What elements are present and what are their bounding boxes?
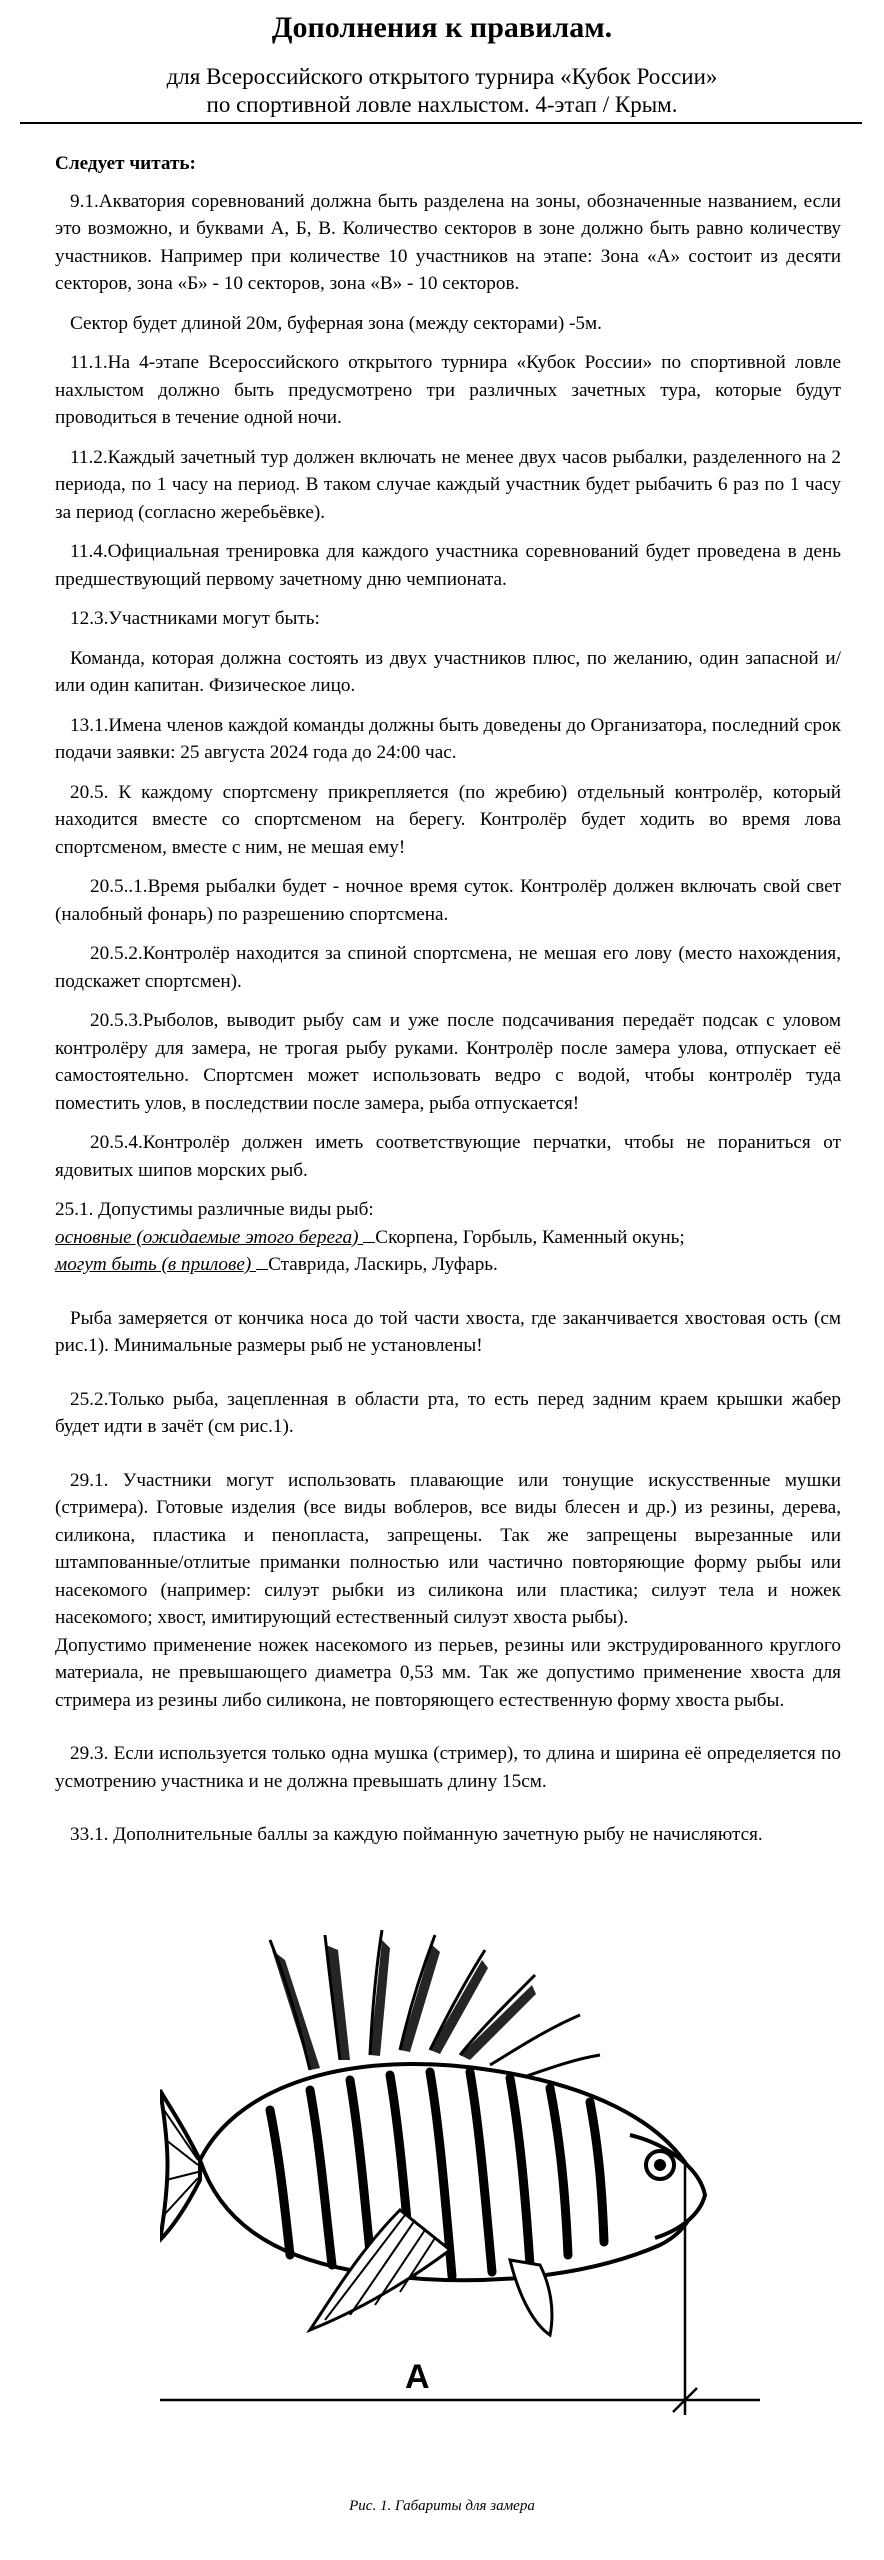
- paragraph-11-2: 11.2.Каждый зачетный тур должен включать не менее двух часов рыбалки, разделенного на 2 периода, по 1 часу на период. В таком случае каждый участник будет рыбачить 6 раз по 1 часу за период (согласно жеребьёвке).: [55, 446, 841, 523]
- species-main-rule: [363, 1242, 375, 1243]
- paragraph-29-1b: Допустимо применение ножек насекомого из перьев, резины или экструдированного круглого материала, не превышающего диаметра 0,53 мм. Так же допустимо применение хвоста для стримера из резины либо силикона, не повторяющего естественную форму хвоста рыбы.: [55, 1634, 841, 1711]
- paragraph-33-1: 33.1. Дополнительные баллы за каждую пойманную зачетную рыбу не начисляются.: [70, 1824, 763, 1845]
- paragraph-sector: Сектор будет длиной 20м, буферная зона (между секторами) -5м.: [70, 312, 602, 334]
- paragraph-20-5-2: 20.5.2.Контролёр находится за спиной спортсмена, не мешая его лову (место нахождения, подскажет спортсмен).: [55, 943, 841, 992]
- species-bycatch-label: могут быть (в прилове): [55, 1254, 257, 1275]
- species-main-list: Скорпена, Горбыль, Каменный окунь;: [375, 1226, 685, 1248]
- subtitle-line-1: для Всероссийского открытого турнира «Кубок России»: [166, 64, 718, 89]
- paragraph-11-1: 11.1.На 4-этапе Всероссийского открытого турнира «Кубок России» по спортивной ловле нахлыстом должно быть предусмотрено три различных зачетных тура, которые будут проводиться в течение одной ночи.: [55, 352, 841, 428]
- paragraph-team: Команда, которая должна состоять из двух участников плюс, по желанию, один запасной и/или один капитан. Физическое лицо.: [55, 647, 841, 696]
- species-bycatch-rule: [256, 1269, 268, 1270]
- paragraph-9-1: 9.1.Акватория соревнований должна быть разделена на зоны, обозначенные названием, если это возможно, и буквами А, Б, В. Количество секторов в зоне должно быть равно количеству участников. Например при количестве 10 участников на этапе: Зона «А» состоит из десяти секторов, зона «Б» - 10 секторов, зона «В» - 10 секторов.: [55, 190, 841, 294]
- species-main-label: основные (ожидаемые этого берега): [55, 1226, 364, 1248]
- subtitle-line-2: по спортивной ловле нахлыстом. 4-этап / Крым.: [206, 92, 678, 117]
- paragraph-measure: Рыба замеряется от кончика носа до той части хвоста, где заканчивается хвостовая ость (см рис.1). Минимальные размеры рыб не установлены!: [55, 1307, 841, 1356]
- paragraph-20-5-3: 20.5.3.Рыболов, выводит рыбу сам и уже после подсачивания передаёт подсак с уловом контролёру для замера, не трогая рыбу руками. Контролёр после замера улова, отпускает её самостоятельно. Спортсмен может использовать ведро с водой, чтобы контролёр туда поместить улов, в последствии после замера, рыба отпускается!: [55, 1010, 841, 1114]
- figure-caption: Рис. 1. Габариты для замера: [349, 2498, 535, 2514]
- lionfish-illustration: [160, 1920, 780, 2420]
- page-title: Дополнения к правилам.: [271, 11, 613, 44]
- paragraph-12-3: 12.3.Участниками могут быть:: [70, 608, 320, 629]
- paragraph-29-3: 29.3. Если используется только одна мушка (стример), то длина и ширина её определяется по усмотрению участника и не должна превышать длину 15см.: [55, 1743, 841, 1792]
- paragraph-13-1: 13.1.Имена членов каждой команды должны быть доведены до Организатора, последний срок подачи заявки: 25 августа 2024 года до 24:00 час.: [55, 714, 841, 763]
- species-bycatch-line: [55, 1251, 841, 1279]
- section-heading: Следует читать:: [55, 153, 196, 174]
- species-bycatch-list: Ставрида, Ласкирь, Луфарь.: [268, 1254, 498, 1275]
- document-body: [55, 150, 841, 1861]
- dimension-label: A: [405, 2358, 430, 2396]
- paragraph-25-1: 25.1. Допустимы различные виды рыб:: [55, 1199, 374, 1220]
- title-divider: [20, 122, 862, 124]
- species-main-line: [55, 1224, 841, 1252]
- paragraph-11-4: 11.4.Официальная тренировка для каждого участника соревнований будет проведена в день предшествующий первому зачетному дню чемпионата.: [55, 541, 841, 590]
- paragraph-20-5-4: 20.5.4.Контролёр должен иметь соответствующие перчатки, чтобы не пораниться от ядовитых шипов морских рыб.: [55, 1132, 841, 1181]
- paragraph-25-2: 25.2.Только рыба, зацепленная в области рта, то есть перед задним краем крышки жабер будет идти в зачёт (см рис.1).: [55, 1388, 841, 1437]
- paragraph-20-5-1: 20.5..1.Время рыбалки будет - ночное время суток. Контролёр должен включать свой свет (налобный фонарь) по разрешению спортсмена.: [55, 876, 841, 925]
- paragraph-29-1: 29.1. Участники могут использовать плавающие или тонущие искусственные мушки (стримера). Готовые изделия (все виды воблеров, все виды блесен и др.) из резины, дерева, силикона, пластика и пенопласта, запрещены. Так же запрещены вырезанные или штампованные/отлитые приманки полностью или частично повторяющие форму рыбы или насекомого (например: силуэт рыбки из силикона или пластика; силуэт тела и ножек насекомого; хвост, имитирующий естественный силуэт хвоста рыбы).: [55, 1469, 841, 1628]
- paragraph-20-5: 20.5. К каждому спортсмену прикрепляется (по жребию) отдельный контролёр, который находится вместе со спортсменом на берегу. Контролёр будет ходить во время лова спортсменом, вместе с ним, не мешая ему!: [55, 781, 841, 858]
